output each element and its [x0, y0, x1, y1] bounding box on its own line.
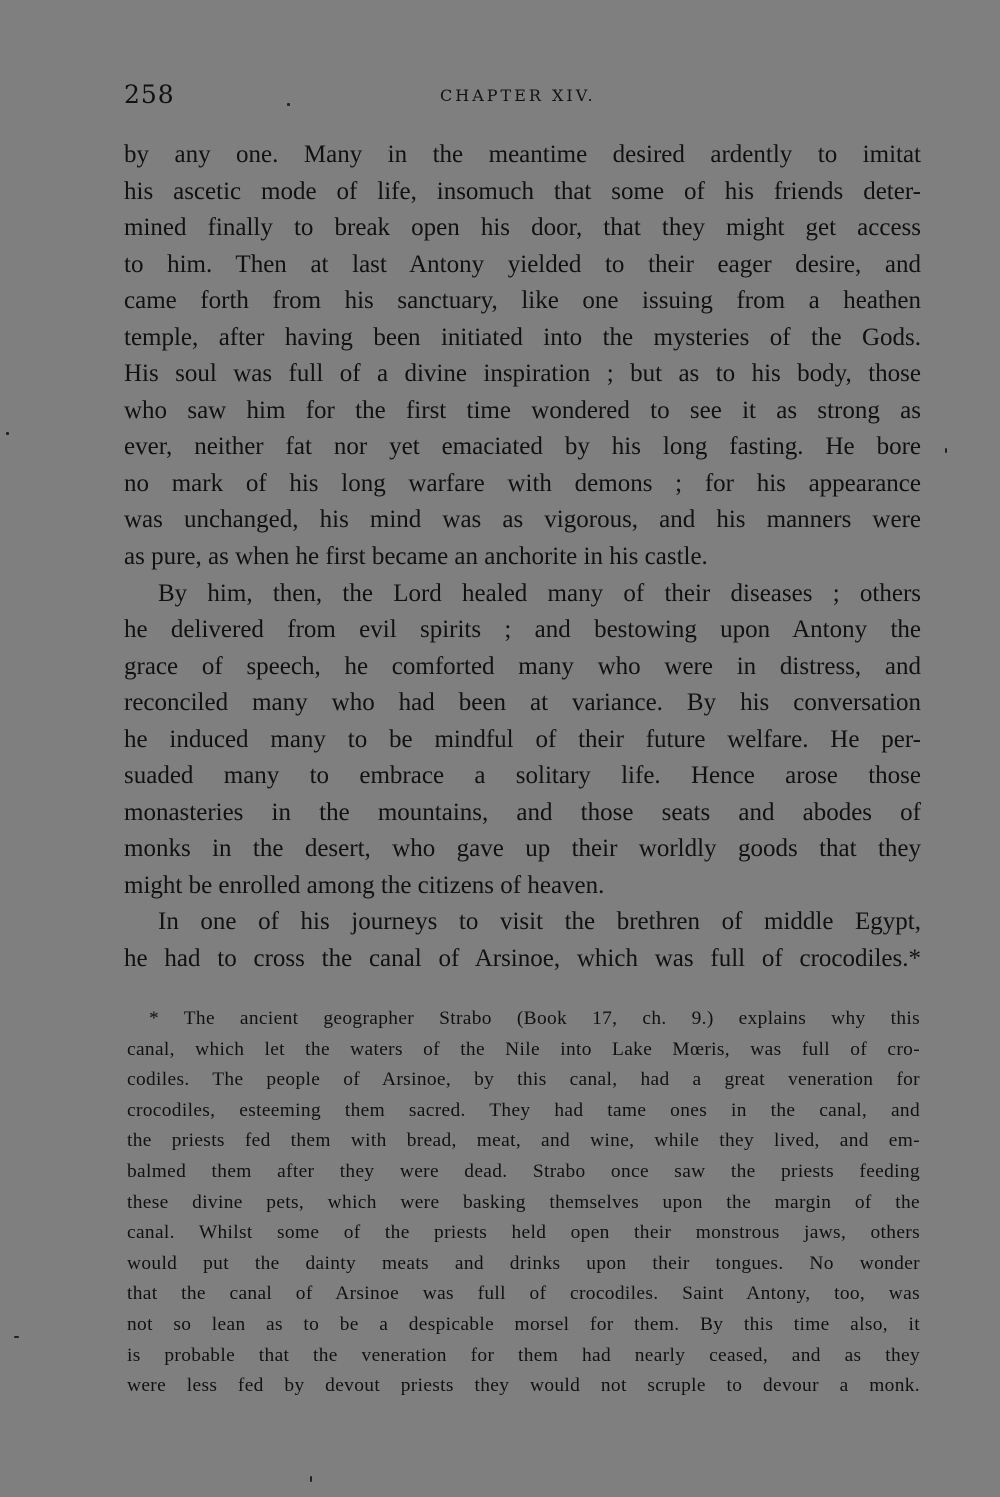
footnote-line: were less fed by devout priests they would not scruple to devour a monk.: [127, 1375, 920, 1397]
body-line: By him, then, the Lord healed many of their diseases ; others: [158, 579, 921, 607]
body-line: grace of speech, he comforted many who were in distress, and: [124, 652, 921, 680]
running-head: CHAPTER XIV.: [440, 86, 596, 105]
footnote-line: not so lean as to be a despicable morsel for them. By this time also, it: [127, 1313, 920, 1335]
body-line: he had to cross the canal of Arsinoe, which was full of crocodiles.*: [124, 945, 921, 973]
body-line: reconciled many who had been at variance. By his conversation: [124, 689, 921, 717]
body-line: ever, neither fat nor yet emaciated by his long fasting. He bore: [124, 433, 921, 461]
body-line: his ascetic mode of life, insomuch that some of his friends deter-: [124, 177, 921, 205]
scan-speck: [6, 432, 9, 435]
scan-speck: [945, 448, 947, 453]
scan-speck: [14, 1336, 19, 1338]
footnote-line: canal, which let the waters of the Nile into Lake Mœris, was full of cro-: [127, 1038, 920, 1060]
footnote-line: would put the dainty meats and drinks upon their tongues. No wonder: [127, 1252, 920, 1274]
body-line: to him. Then at last Antony yielded to their eager desire, and: [124, 250, 921, 278]
body-line: monks in the desert, who gave up their worldly goods that they: [124, 835, 921, 863]
body-line: he delivered from evil spirits ; and bestowing upon Antony the: [124, 616, 921, 644]
body-line: monasteries in the mountains, and those seats and abodes of: [124, 798, 921, 826]
body-line: suaded many to embrace a solitary life. Hence arose those: [124, 762, 921, 790]
footnote-line: is probable that the veneration for them had nearly ceased, and as they: [127, 1344, 920, 1366]
footnote-line: crocodiles, esteeming them sacred. They had tame ones in the canal, and: [127, 1099, 920, 1121]
page-header: [124, 80, 924, 114]
scan-speck: [287, 103, 290, 106]
body-line: In one of his journeys to visit the brethren of middle Egypt,: [158, 908, 921, 936]
body-line: who saw him for the first time wondered to see it as strong as: [124, 396, 921, 424]
footnote-line: these divine pets, which were basking themselves upon the margin of the: [127, 1191, 920, 1213]
body-line: came forth from his sanctuary, like one issuing from a heathen: [124, 287, 921, 315]
footnote-line: the priests fed them with bread, meat, and wine, while they lived, and em-: [127, 1130, 920, 1152]
body-line: no mark of his long warfare with demons ; for his appearance: [124, 469, 921, 497]
footnote-line: balmed them after they were dead. Strabo once saw the priests feeding: [127, 1160, 920, 1182]
body-line: was unchanged, his mind was as vigorous, and his manners were: [124, 506, 921, 534]
footnote: [127, 1004, 920, 1402]
body-line: mined finally to break open his door, that they might get access: [124, 214, 921, 242]
body-line: temple, after having been initiated into the mysteries of the Gods.: [124, 323, 921, 351]
footnote-line: * The ancient geographer Strabo (Book 17, ch. 9.) explains why this: [149, 1008, 920, 1029]
body-line: as pure, as when he first became an anchorite in his castle.: [124, 543, 708, 571]
footnote-line: that the canal of Arsinoe was full of crocodiles. Saint Antony, too, was: [127, 1283, 920, 1305]
footnote-line: codiles. The people of Arsinoe, by this canal, had a great veneration for: [127, 1069, 920, 1091]
body-line: by any one. Many in the meantime desired ardently to imitat: [124, 141, 921, 168]
page-number: 258: [124, 80, 175, 109]
body-text: [124, 137, 921, 978]
body-line: he induced many to be mindful of their future welfare. He per-: [124, 725, 921, 753]
body-line: might be enrolled among the citizens of heaven.: [124, 871, 605, 899]
footnote-line: canal. Whilst some of the priests held open their monstrous jaws, others: [127, 1222, 920, 1244]
body-line: His soul was full of a divine inspiration ; but as to his body, those: [124, 360, 921, 388]
scan-speck: [310, 1476, 312, 1482]
